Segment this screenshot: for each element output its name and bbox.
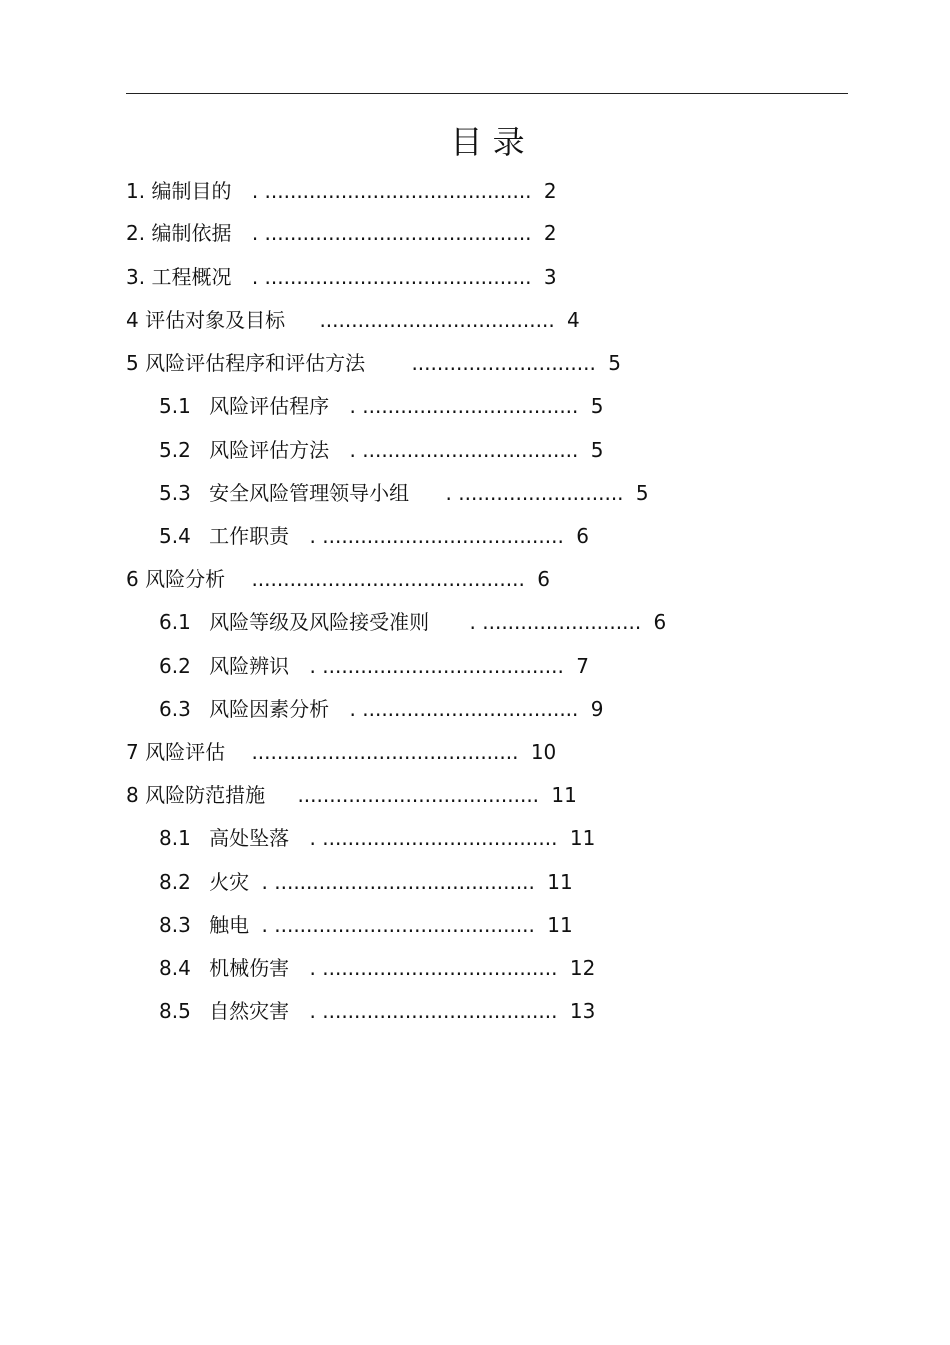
- toc-entry-5-3[interactable]: [159, 478, 649, 508]
- toc-entry-label: 工作职责: [209, 524, 290, 548]
- toc-entry-page: 6: [576, 524, 589, 548]
- toc-entry-label: 火灾: [209, 870, 250, 894]
- toc-entry-number: 3.: [126, 265, 146, 289]
- toc-entry-label: 机械伤害: [209, 956, 290, 980]
- toc-entry-number: 8.5: [159, 999, 191, 1023]
- toc-entry-page: 10: [530, 740, 557, 764]
- toc-entry-6-1[interactable]: [159, 607, 666, 637]
- toc-entry-leader: .............................: [411, 351, 596, 375]
- toc-entry-8-1[interactable]: [159, 823, 595, 853]
- toc-entry-6[interactable]: [126, 564, 550, 594]
- toc-entry-page: 5: [635, 481, 649, 505]
- toc-entry-label: 风险等级及风险接受准则: [209, 610, 430, 634]
- toc-entry-page: 12: [569, 956, 596, 980]
- toc-entry-page: 6: [537, 567, 550, 591]
- toc-entry-page: 11: [569, 826, 596, 850]
- toc-entry-page: 5: [590, 438, 604, 462]
- toc-entry-6-2[interactable]: [159, 651, 589, 681]
- toc-entry-number: 5.1: [159, 394, 191, 418]
- toc-entry-leader: . ..........................................: [251, 179, 532, 203]
- toc-entry-number: 6.2: [159, 654, 191, 678]
- toc-entry-page: 13: [569, 999, 596, 1023]
- toc-entry-label: 风险防范措施: [145, 783, 266, 807]
- toc-entry-page: 3: [543, 265, 557, 289]
- toc-entry-leader: ......................................: [297, 783, 540, 807]
- toc-entry-leader: ..........................................: [251, 740, 519, 764]
- toc-entry-number: 8.4: [159, 956, 191, 980]
- toc-title: 目 录: [450, 123, 525, 161]
- toc-entry-6-3[interactable]: [159, 694, 604, 724]
- toc-entry-number: 7: [126, 740, 139, 764]
- toc-entry-1[interactable]: [126, 176, 557, 206]
- toc-entry-page: 11: [547, 870, 573, 894]
- toc-entry-4[interactable]: [126, 305, 580, 335]
- toc-entry-leader: . .....................................: [309, 826, 558, 850]
- toc-entry-page: 7: [576, 654, 589, 678]
- toc-entry-number: 8: [126, 783, 139, 807]
- toc-entry-number: 8.3: [159, 913, 191, 937]
- toc-entry-leader: . .........................................: [261, 870, 535, 894]
- toc-entry-page: 5: [608, 351, 621, 375]
- toc-entry-page: 11: [551, 783, 577, 807]
- toc-entry-number: 5.3: [159, 481, 191, 505]
- toc-entry-label: 工程概况: [151, 265, 232, 289]
- toc-entry-number: 6.3: [159, 697, 191, 721]
- toc-entry-leader: . ..........................................: [251, 221, 532, 245]
- toc-entry-label: 风险辨识: [209, 654, 290, 678]
- toc-entry-number: 8.2: [159, 870, 191, 894]
- toc-entry-page: 5: [590, 394, 604, 418]
- toc-entry-label: 高处坠落: [209, 826, 290, 850]
- toc-entry-2[interactable]: [126, 218, 557, 248]
- toc-entry-leader: . ..................................: [349, 394, 579, 418]
- toc-entry-label: 编制目的: [151, 179, 232, 203]
- toc-entry-page: 4: [567, 308, 580, 332]
- toc-entry-leader: .....................................: [319, 308, 555, 332]
- toc-entry-leader: . ..........................: [445, 481, 624, 505]
- toc-entry-8-3[interactable]: [159, 910, 573, 940]
- toc-entry-label: 触电: [209, 913, 250, 937]
- toc-entry-label: 自然灾害: [209, 999, 290, 1023]
- toc-entry-leader: . ......................................: [309, 524, 564, 548]
- toc-entry-label: 风险评估方法: [209, 438, 330, 462]
- toc-entry-number: 4: [126, 308, 139, 332]
- toc-entry-leader: . ..........................................: [251, 265, 532, 289]
- toc-entry-number: 2.: [126, 221, 146, 245]
- toc-entry-5[interactable]: [126, 348, 621, 378]
- toc-entry-leader: . .........................: [469, 610, 642, 634]
- toc-entry-8[interactable]: [126, 780, 577, 810]
- toc-entry-5-2[interactable]: [159, 435, 604, 465]
- toc-entry-page: 11: [547, 913, 573, 937]
- toc-entry-leader: . ..................................: [349, 697, 579, 721]
- toc-entry-number: 5: [126, 351, 139, 375]
- toc-entry-8-4[interactable]: [159, 953, 595, 983]
- toc-entry-label: 安全风险管理领导小组: [209, 481, 410, 505]
- toc-entry-number: 6: [126, 567, 139, 591]
- toc-entry-page: 6: [653, 610, 667, 634]
- toc-entry-5-1[interactable]: [159, 391, 604, 421]
- toc-entry-label: 风险评估程序和评估方法: [145, 351, 366, 375]
- toc-entry-leader: . ......................................: [309, 654, 564, 678]
- toc-entry-number: 1.: [126, 179, 146, 203]
- toc-entry-leader: . .....................................: [309, 956, 558, 980]
- toc-entry-label: 风险评估: [145, 740, 226, 764]
- toc-entry-page: 2: [543, 221, 557, 245]
- toc-entry-5-4[interactable]: [159, 521, 589, 551]
- toc-entry-label: 风险分析: [145, 567, 226, 591]
- toc-entry-leader: . ..................................: [349, 438, 579, 462]
- toc-entry-8-5[interactable]: [159, 996, 595, 1026]
- toc-entry-page: 9: [590, 697, 604, 721]
- toc-entry-8-2[interactable]: [159, 867, 573, 897]
- toc-entry-label: 编制依据: [151, 221, 232, 245]
- toc-entry-number: 6.1: [159, 610, 191, 634]
- toc-entry-number: 5.4: [159, 524, 191, 548]
- toc-entry-leader: . .....................................: [309, 999, 558, 1023]
- toc-entry-label: 风险评估程序: [209, 394, 330, 418]
- toc-entry-7[interactable]: [126, 737, 556, 767]
- toc-entry-leader: . .........................................: [261, 913, 535, 937]
- toc-entry-page: 2: [543, 179, 557, 203]
- toc-entry-label: 风险因素分析: [209, 697, 330, 721]
- toc-entry-number: 8.1: [159, 826, 191, 850]
- toc-entry-leader: ...........................................: [251, 567, 525, 591]
- toc-entry-number: 5.2: [159, 438, 191, 462]
- toc-entry-3[interactable]: [126, 262, 557, 292]
- toc-entry-label: 评估对象及目标: [145, 308, 286, 332]
